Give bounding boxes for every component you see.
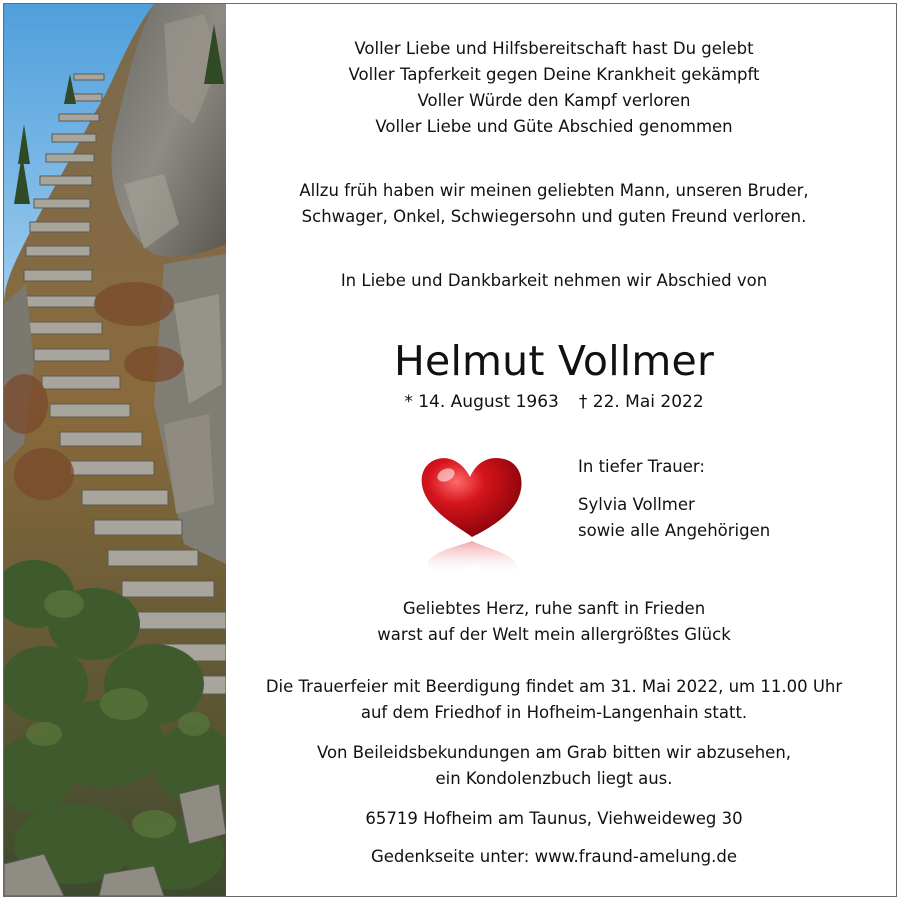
condolence-info [226, 740, 882, 792]
condolence-line: Von Beileidsbekundungen am Grab bitten wir abzusehen, [316, 743, 792, 762]
mountain-stairs-photo [4, 4, 226, 896]
poem-line: Voller Tapferkeit gegen Deine Krankheit gekämpft [348, 65, 760, 84]
funeral-line: auf dem Friedhof in Hofheim-Langenhain statt. [360, 703, 748, 722]
condolence-line: ein Kondolenzbuch liegt aus. [435, 769, 673, 788]
heart-icon [412, 449, 532, 579]
mourners-heading: In tiefer Trauer: [578, 457, 705, 476]
funeral-line: Die Trauerfeier mit Beerdigung findet am 31. Mai 2022, um 11.00 Uhr [265, 677, 843, 696]
announcement [226, 178, 882, 230]
birth-date: * 14. August 1963 [404, 392, 559, 412]
poem-line: Voller Liebe und Güte Abschied genommen [375, 117, 733, 136]
verse-line: Geliebtes Herz, ruhe sanft in Frieden [402, 599, 706, 618]
poem-line: Voller Liebe und Hilfsbereitschaft hast Du gelebt [354, 39, 754, 58]
death-date: † 22. Mai 2022 [578, 392, 704, 412]
announcement-line: Schwager, Onkel, Schwiegersohn und guten Freund verloren. [301, 207, 807, 226]
verse-line: warst auf der Welt mein allergrößtes Glück [377, 625, 731, 644]
life-dates [226, 390, 882, 414]
mourners [578, 454, 770, 544]
notice-text-area [226, 4, 896, 896]
funeral-info [226, 674, 882, 726]
obituary-notice [3, 3, 897, 897]
mourner-name: Sylvia Vollmer [578, 495, 695, 514]
poem [226, 36, 882, 140]
address: 65719 Hofheim am Taunus, Viehweideweg 30 [365, 809, 743, 828]
announcement-line: Allzu früh haben wir meinen geliebten Mann, unseren Bruder, [299, 181, 809, 200]
mourner-name: sowie alle Angehörigen [578, 521, 771, 540]
verse [226, 596, 882, 648]
farewell-intro: In Liebe und Dankbarkeit nehmen wir Abschied von [340, 271, 768, 290]
poem-line: Voller Würde den Kampf verloren [417, 91, 691, 110]
deceased-name: Helmut Vollmer [393, 337, 715, 385]
memorial-page: Gedenkseite unter: www.fraund-amelung.de [370, 847, 738, 866]
